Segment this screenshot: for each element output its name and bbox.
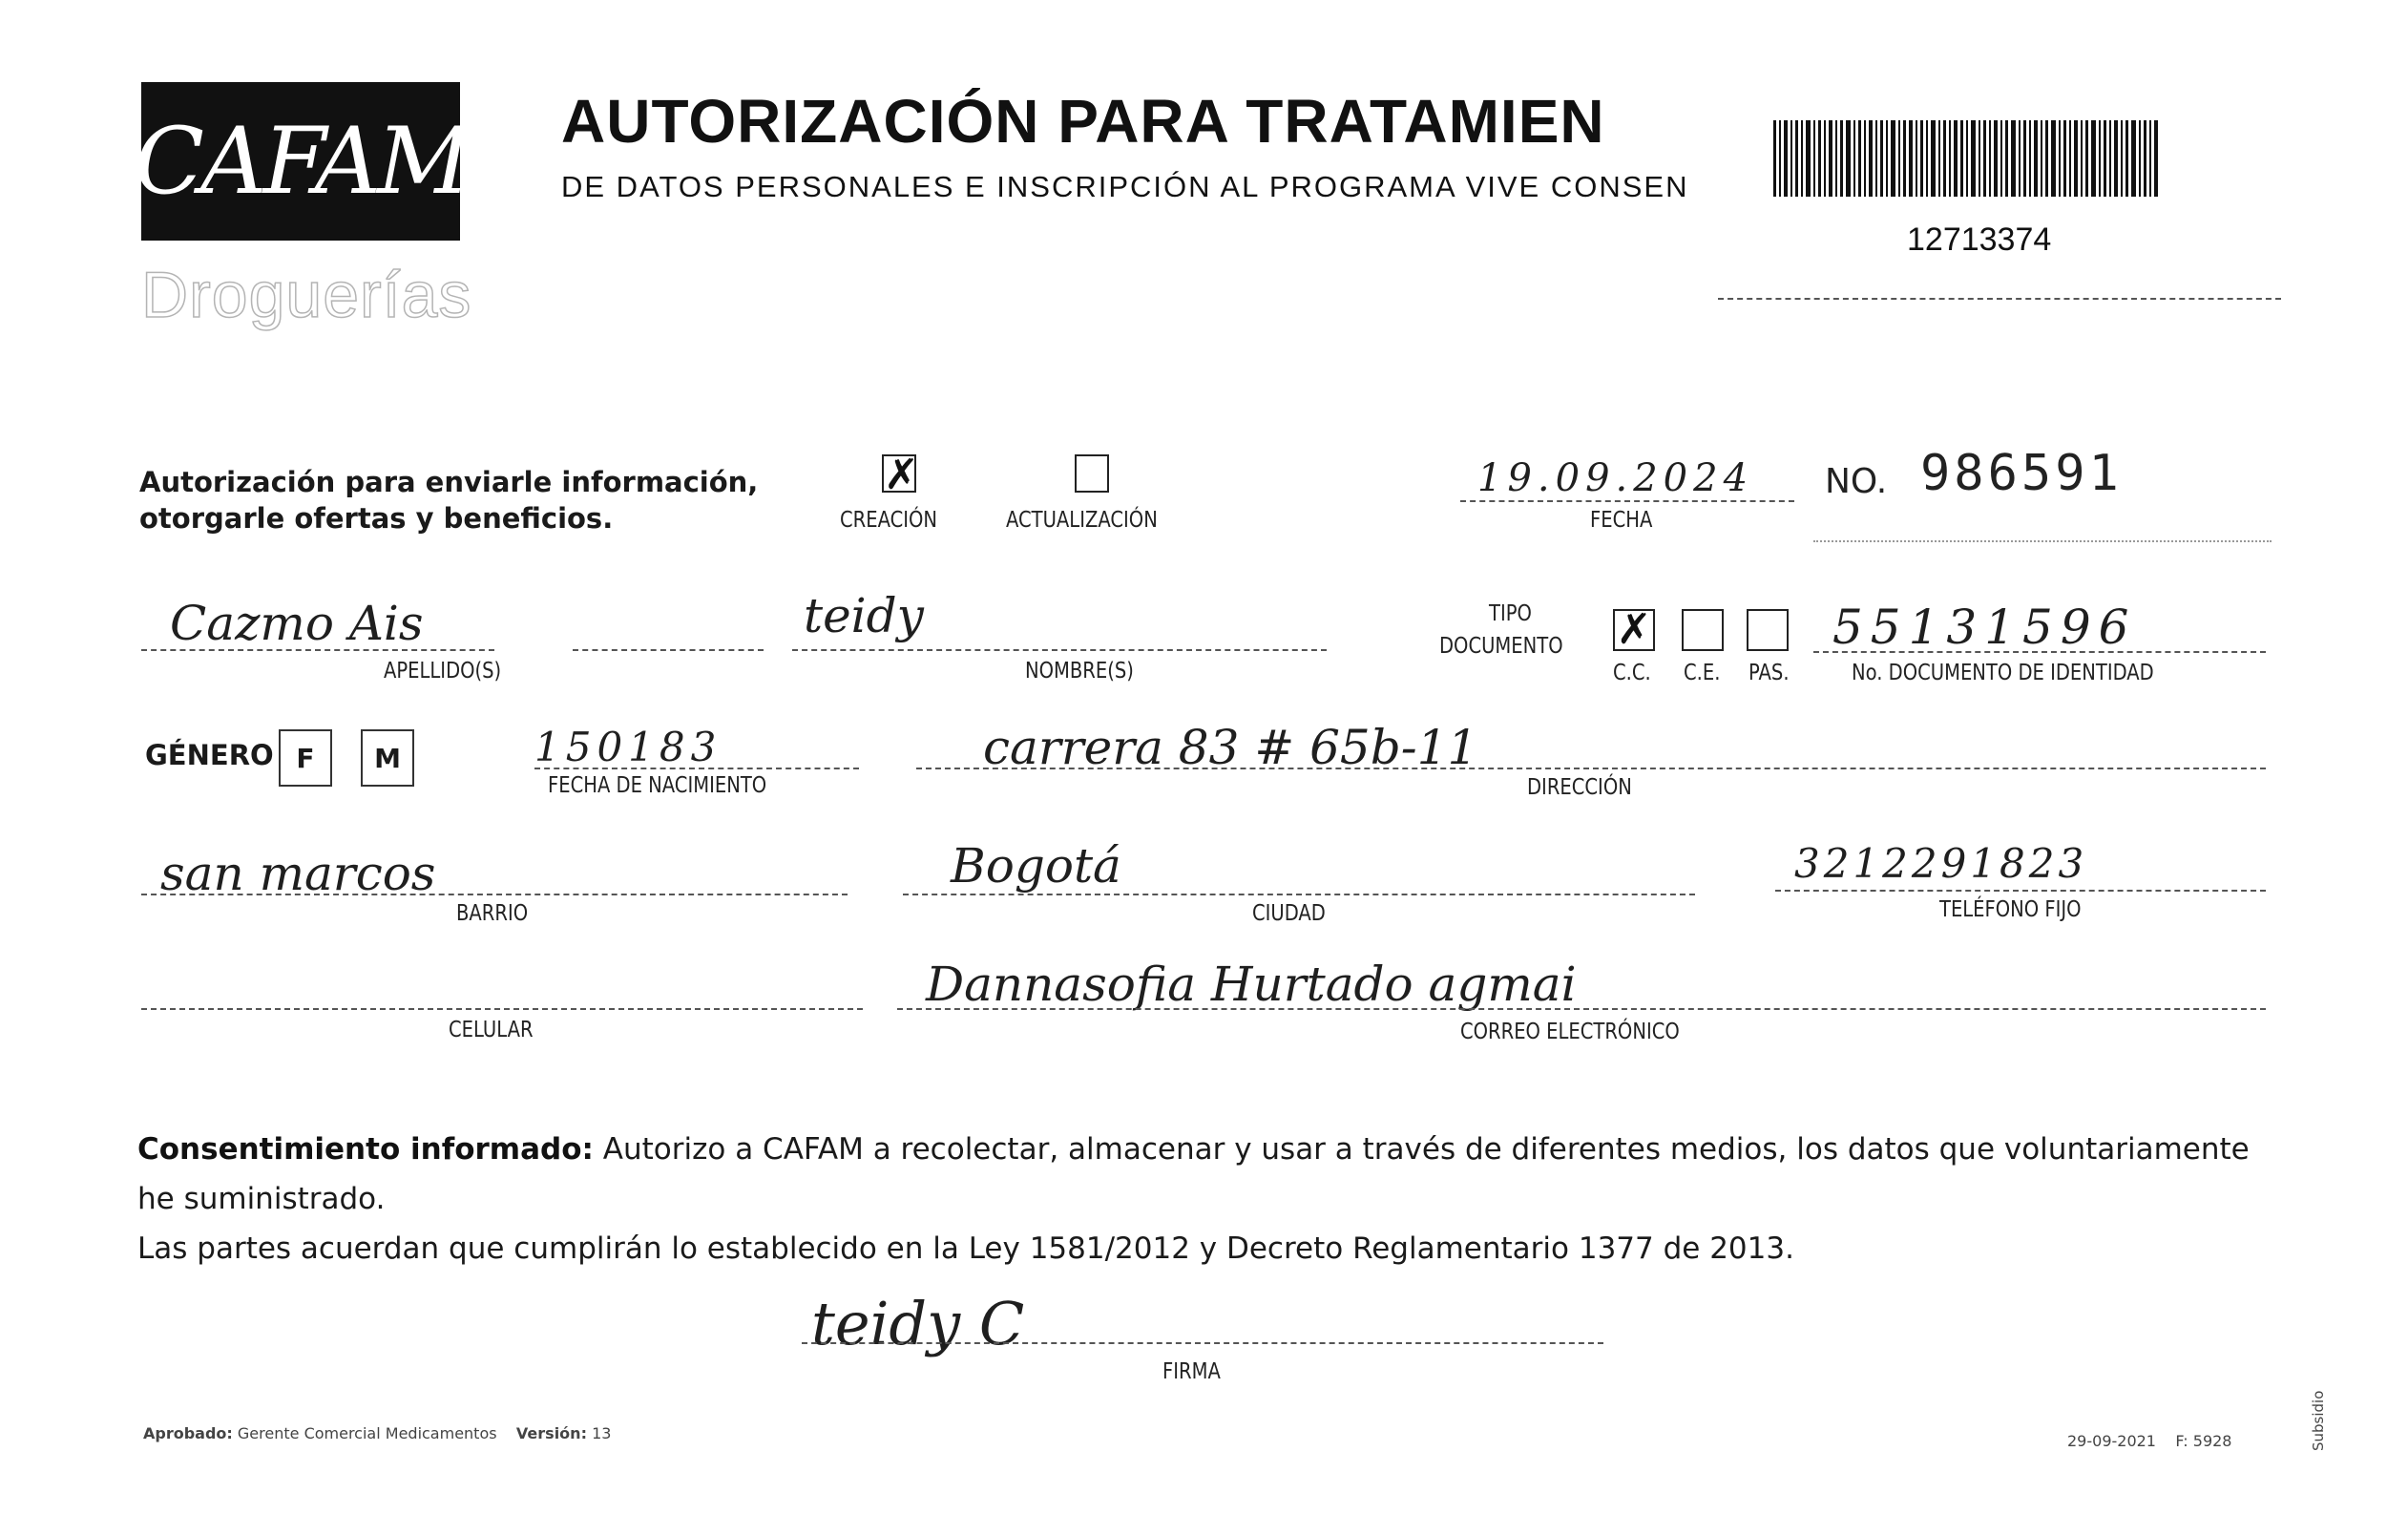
documento-value[interactable]: 55131596 — [1832, 600, 2137, 655]
footer-date: 29-09-2021 — [2067, 1432, 2156, 1450]
logo-text: CAFAM — [134, 108, 468, 215]
version-label: Versión: — [515, 1424, 587, 1442]
documento-label: DOCUMENTO — [1439, 634, 1563, 659]
consent-bold: Consentimiento informado: — [137, 1132, 594, 1167]
signature-label: FIRMA — [1162, 1359, 1221, 1384]
actualizacion-label: ACTUALIZACIÓN — [1006, 508, 1158, 533]
footer-left — [143, 1424, 611, 1442]
no-label: NO. — [1825, 462, 1888, 501]
consent-text-2: Las partes acuerdan que cumplirán lo establecido en la Ley 1581/2012 y Decreto Reglamentario 1377 de 2013. — [137, 1231, 1794, 1266]
fecha-nacimiento-line — [534, 768, 859, 769]
aprobado-label: Aprobado: — [143, 1424, 233, 1442]
telefono-label: TELÉFONO FIJO — [1939, 897, 2082, 922]
signature-value[interactable]: teidy C — [811, 1289, 1025, 1358]
genero-m-box[interactable]: M — [361, 729, 414, 787]
vertical-side-text: Subsidio — [2310, 1390, 2327, 1451]
direccion-line — [916, 768, 2266, 769]
documento-line — [1813, 651, 2266, 653]
apellido-line — [141, 649, 494, 651]
pas-checkbox[interactable] — [1747, 609, 1789, 651]
creacion-checkbox[interactable]: ✗ — [884, 451, 919, 499]
fecha-value[interactable]: 19.09.2024 — [1477, 456, 1754, 500]
telefono-line — [1775, 890, 2266, 892]
fecha-nacimiento-label: FECHA DE NACIMIENTO — [548, 773, 767, 798]
authorization-text — [139, 464, 758, 537]
pas-label: PAS. — [1748, 661, 1790, 685]
ce-checkbox[interactable] — [1682, 609, 1724, 651]
authorization-line-1: Autorización para enviarle información, — [139, 466, 759, 498]
direccion-label: DIRECCIÓN — [1527, 775, 1632, 800]
barcode-number: 12713374 — [1907, 221, 2052, 258]
header-divider — [1718, 298, 2281, 300]
signature-line — [802, 1342, 1603, 1344]
cc-label: C.C. — [1613, 661, 1651, 685]
apellido-value[interactable]: Cazmo Ais — [170, 596, 424, 651]
cafam-logo — [134, 82, 468, 241]
ciudad-value[interactable]: Bogotá — [951, 838, 1121, 894]
celular-line — [141, 1008, 863, 1010]
fecha-label: FECHA — [1590, 508, 1653, 533]
apellido-line-2 — [573, 649, 764, 651]
version-value: 13 — [592, 1424, 612, 1442]
documento-number-label: No. DOCUMENTO DE IDENTIDAD — [1852, 661, 2154, 685]
nombre-value[interactable]: teidy — [804, 588, 924, 643]
apellido-label: APELLIDO(S) — [384, 659, 502, 684]
fecha-line — [1460, 500, 1794, 502]
genero-f-box[interactable]: F — [279, 729, 332, 787]
correo-value[interactable]: Dannasofia Hurtado agmai — [926, 957, 1577, 1012]
form-subtitle: DE DATOS PERSONALES E INSCRIPCIÓN AL PROGRAMA VIVE CONSEN — [561, 170, 1689, 203]
barrio-value[interactable]: san marcos — [160, 846, 436, 901]
form-title: AUTORIZACIÓN PARA TRATAMIEN — [561, 87, 1605, 156]
nombre-line — [792, 649, 1327, 651]
nombre-label: NOMBRE(S) — [1025, 659, 1134, 684]
cc-checkbox[interactable]: ✗ — [1613, 609, 1655, 651]
fecha-nacimiento-value[interactable]: 150183 — [534, 724, 722, 770]
barrio-label: BARRIO — [456, 901, 529, 926]
consent-text-1: Autorizo a CAFAM a recolectar, almacenar y usar a través de diferentes medios, los datos que voluntariamente he suministrado. — [137, 1132, 2250, 1216]
correo-label: CORREO ELECTRÓNICO — [1460, 1020, 1680, 1044]
aprobado-value: Gerente Comercial Medicamentos — [237, 1424, 497, 1442]
footer-right — [2067, 1432, 2231, 1450]
consent-paragraph — [137, 1125, 2275, 1273]
celular-label: CELULAR — [449, 1018, 534, 1042]
direccion-value[interactable]: carrera 83 # 65b-11 — [983, 720, 1478, 775]
genero-label: GÉNERO — [145, 739, 274, 771]
correo-line — [897, 1008, 2266, 1010]
ce-label: C.E. — [1684, 661, 1721, 685]
authorization-line-2: otorgarle ofertas y beneficios. — [139, 502, 614, 535]
ciudad-line — [903, 894, 1695, 895]
tipo-label: TIPO — [1489, 601, 1532, 626]
no-line — [1813, 540, 2272, 542]
footer-code: F: 5928 — [2175, 1432, 2232, 1450]
ciudad-label: CIUDAD — [1252, 901, 1326, 926]
form-number: 986591 — [1920, 445, 2123, 502]
barcode-image — [1773, 120, 2161, 197]
actualizacion-checkbox[interactable] — [1075, 454, 1109, 493]
telefono-value[interactable]: 3212291823 — [1794, 840, 2088, 887]
creacion-label: CREACIÓN — [840, 508, 938, 533]
logo-subtitle: Droguerías — [141, 259, 472, 331]
barrio-line — [141, 894, 848, 895]
